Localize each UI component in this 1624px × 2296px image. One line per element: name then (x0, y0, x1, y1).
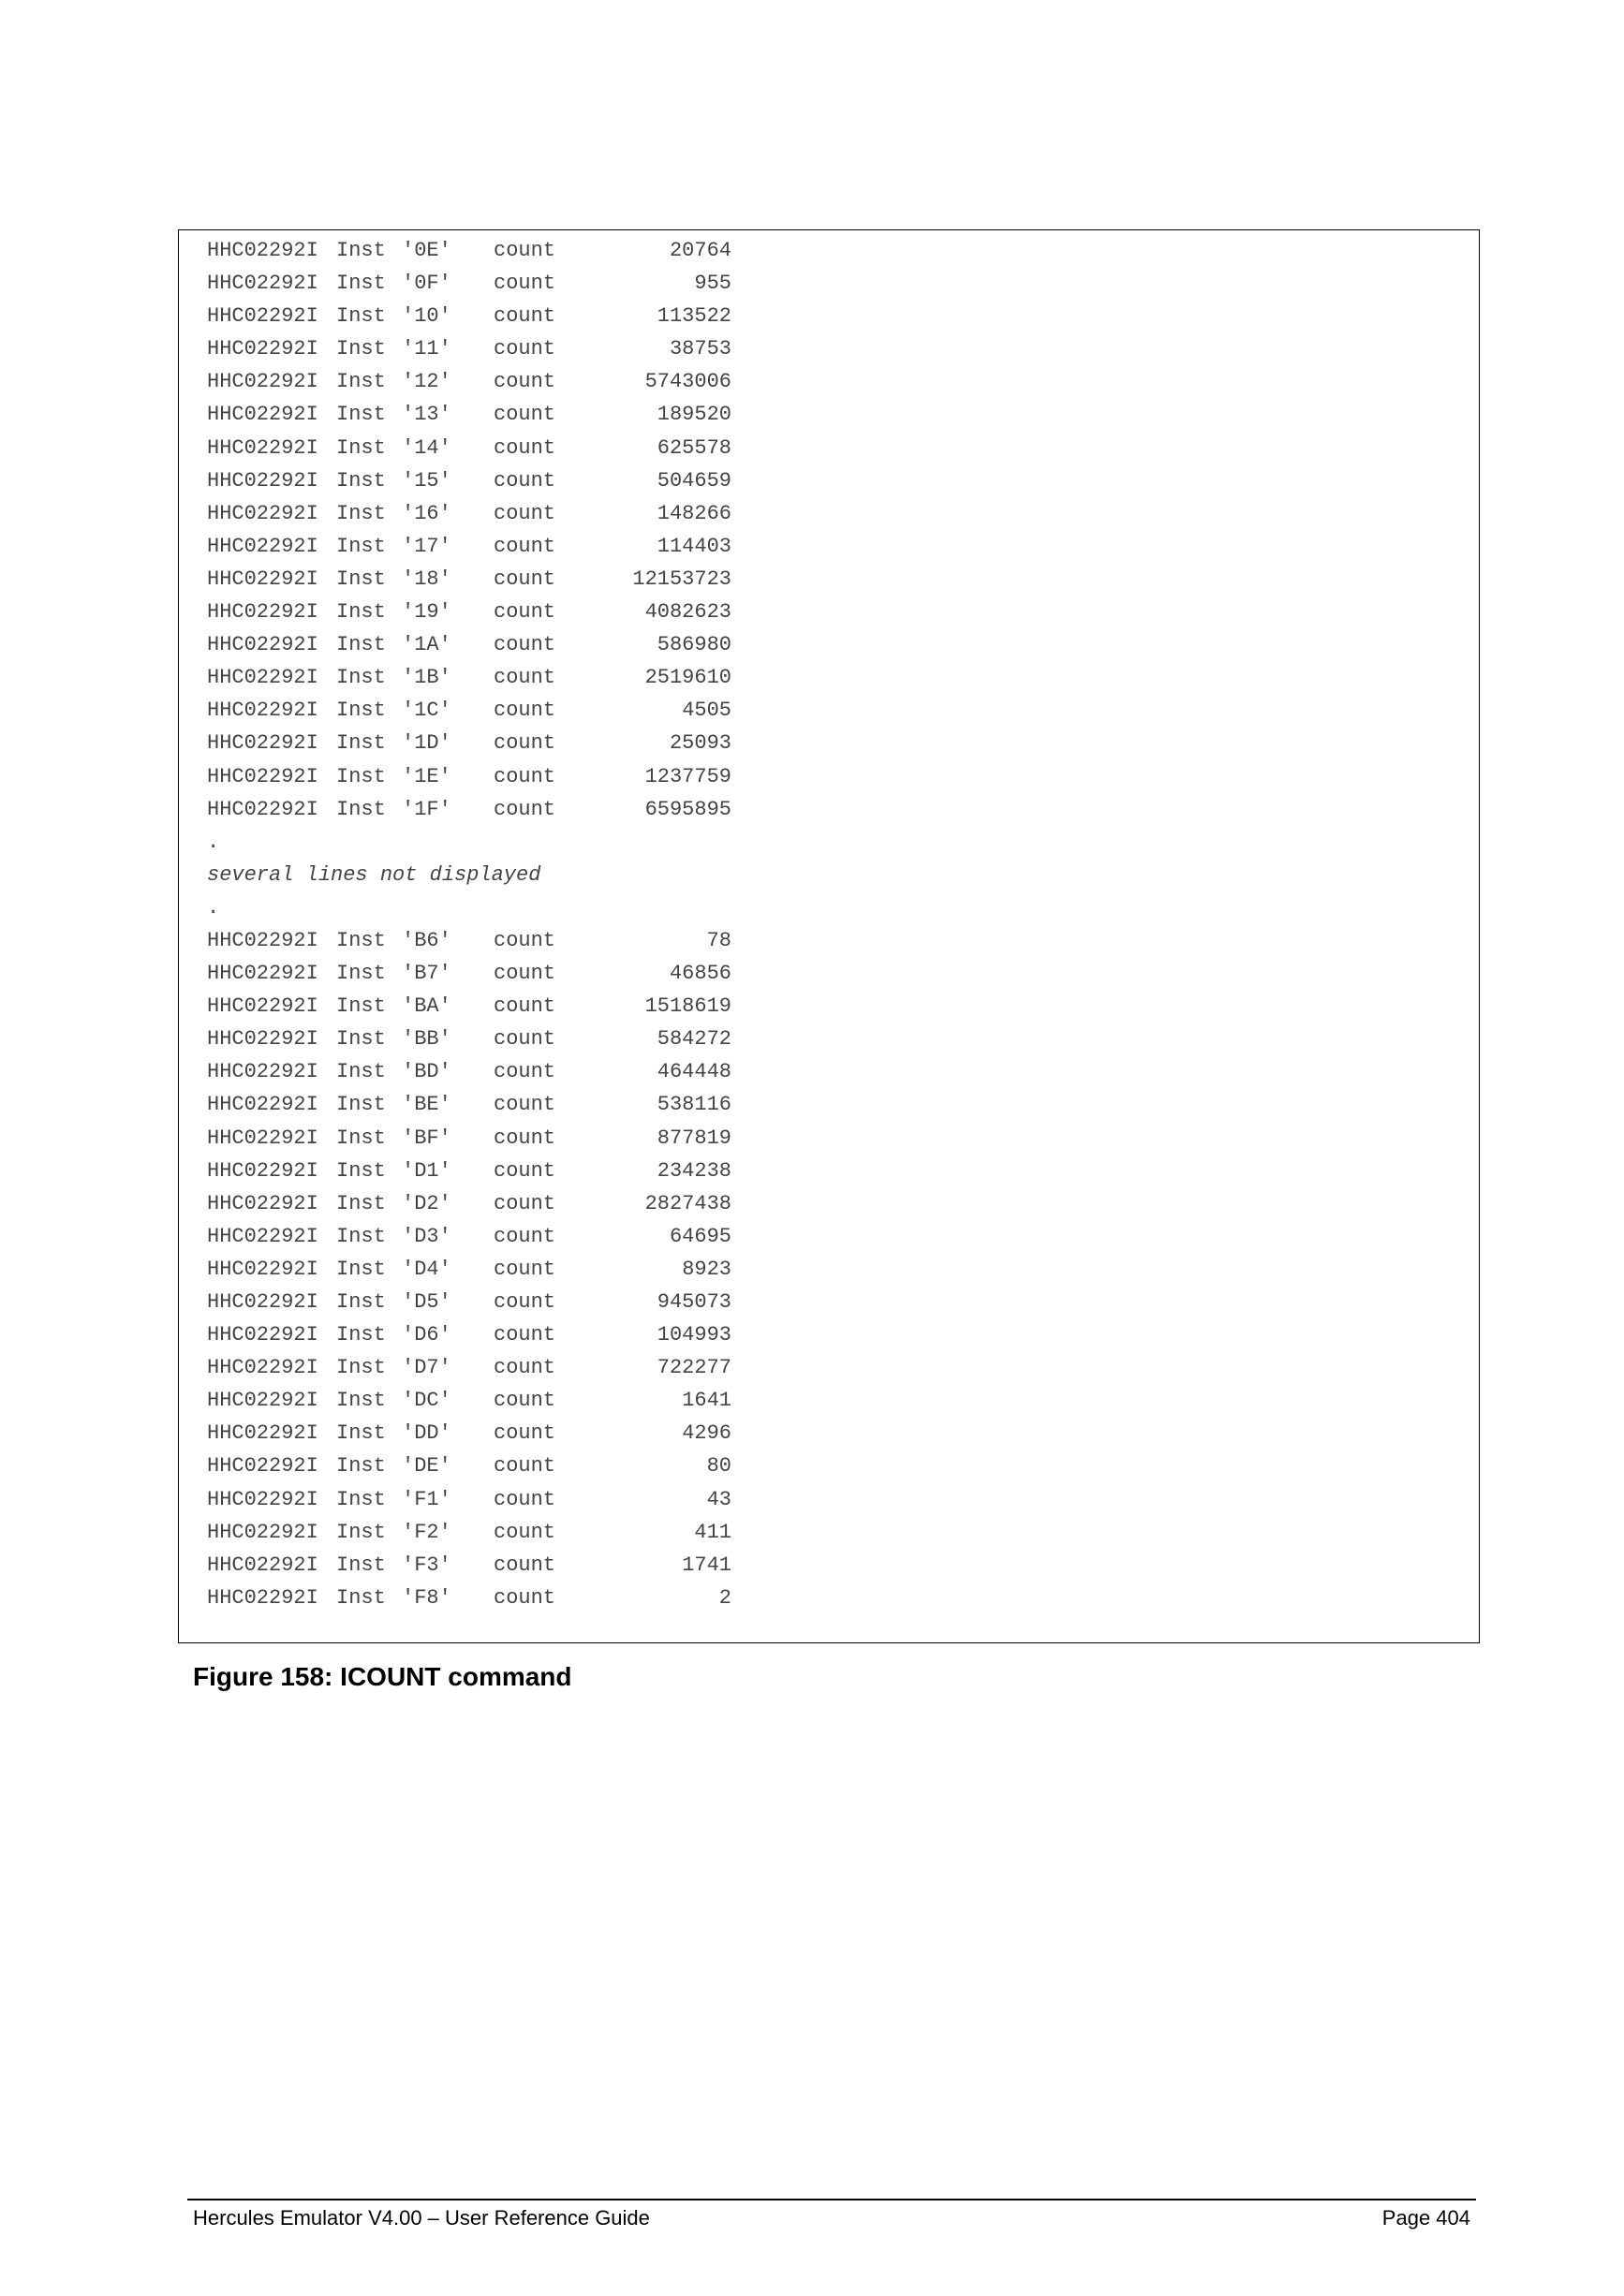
count-value: 1641 (682, 1389, 731, 1413)
count-value: 625578 (657, 435, 731, 460)
count-value: 584272 (657, 1027, 731, 1052)
inst-keyword: Inst (336, 928, 386, 952)
count-value: 234238 (657, 1158, 731, 1183)
count-value: 2 (718, 1585, 731, 1610)
inst-keyword: Inst (336, 1553, 386, 1577)
code-line (207, 234, 731, 267)
opcode: 'BB' (402, 1027, 451, 1052)
count-value: 722277 (657, 1356, 731, 1380)
count-value: 78 (706, 928, 731, 952)
count-label: count (494, 501, 556, 525)
count-value: 1237759 (644, 764, 731, 788)
code-line (207, 596, 731, 628)
count-label: count (494, 435, 556, 460)
message-id: HHC02292I (207, 600, 318, 625)
count-label: count (494, 1027, 556, 1052)
code-line (207, 1483, 731, 1516)
code-text-line (207, 826, 731, 859)
figure-caption: Figure 158: ICOUNT command (193, 1662, 572, 1691)
message-id: HHC02292I (207, 1454, 318, 1479)
count-value: 877819 (657, 1126, 731, 1150)
inst-keyword: Inst (336, 1224, 386, 1248)
message-id: HHC02292I (207, 797, 318, 821)
count-value: 2519610 (644, 666, 731, 690)
code-text-line (207, 891, 731, 924)
opcode: '18' (402, 567, 451, 591)
code-line (207, 1351, 731, 1384)
opcode: 'F8' (402, 1585, 451, 1610)
count-label: count (494, 1158, 556, 1183)
code-line (207, 924, 731, 957)
message-id: HHC02292I (207, 928, 318, 952)
count-value: 25093 (669, 731, 731, 756)
inst-keyword: Inst (336, 1191, 386, 1215)
inst-keyword: Inst (336, 468, 386, 493)
message-id: HHC02292I (207, 666, 318, 690)
count-value: 955 (694, 272, 731, 296)
opcode: '1A' (402, 633, 451, 657)
code-line (207, 760, 731, 793)
count-label: count (494, 337, 556, 361)
code-line (207, 661, 731, 694)
opcode: '14' (402, 435, 451, 460)
message-id: HHC02292I (207, 633, 318, 657)
code-line (207, 1516, 731, 1549)
count-label: count (494, 304, 556, 329)
message-id: HHC02292I (207, 1257, 318, 1281)
opcode: '0E' (402, 239, 451, 262)
message-id: HHC02292I (207, 272, 318, 296)
count-value: 189520 (657, 403, 731, 427)
message-id: HHC02292I (207, 1389, 318, 1413)
inst-keyword: Inst (336, 337, 386, 361)
count-label: count (494, 1585, 556, 1610)
count-value: 464448 (657, 1060, 731, 1084)
opcode: 'F3' (402, 1553, 451, 1577)
count-value: 504659 (657, 468, 731, 493)
inst-keyword: Inst (336, 304, 386, 329)
count-label: count (494, 962, 556, 986)
inst-keyword: Inst (336, 1585, 386, 1610)
opcode: '16' (402, 501, 451, 525)
count-label: count (494, 1323, 556, 1347)
code-line (207, 793, 731, 826)
code-line (207, 1055, 731, 1088)
opcode: 'DC' (402, 1389, 451, 1413)
count-value: 4296 (682, 1421, 731, 1446)
code-line (207, 530, 731, 563)
code-line (207, 957, 731, 990)
inst-keyword: Inst (336, 1389, 386, 1413)
message-id: HHC02292I (207, 1060, 318, 1084)
count-label: count (494, 1191, 556, 1215)
count-label: count (494, 239, 556, 262)
count-label: count (494, 633, 556, 657)
count-value: 6595895 (644, 797, 731, 821)
message-id: HHC02292I (207, 501, 318, 525)
opcode: '11' (402, 337, 451, 361)
message-id: HHC02292I (207, 994, 318, 1019)
count-label: count (494, 600, 556, 625)
opcode: 'D7' (402, 1356, 451, 1380)
code-line (207, 1582, 731, 1614)
count-label: count (494, 1093, 556, 1117)
opcode: 'B6' (402, 928, 451, 952)
inst-keyword: Inst (336, 403, 386, 427)
count-value: 114403 (657, 534, 731, 558)
opcode: 'DD' (402, 1421, 451, 1446)
message-id: HHC02292I (207, 1356, 318, 1380)
code-line (207, 332, 731, 365)
opcode: '19' (402, 600, 451, 625)
opcode: 'BF' (402, 1126, 451, 1150)
count-label: count (494, 1060, 556, 1084)
inst-keyword: Inst (336, 239, 386, 262)
inst-keyword: Inst (336, 1060, 386, 1084)
opcode: 'B7' (402, 962, 451, 986)
message-id: HHC02292I (207, 764, 318, 788)
message-id: HHC02292I (207, 1290, 318, 1314)
count-value: 945073 (657, 1290, 731, 1314)
count-value: 538116 (657, 1093, 731, 1117)
code-line (207, 1122, 731, 1155)
message-id: HHC02292I (207, 1323, 318, 1347)
count-value: 113522 (657, 304, 731, 329)
opcode: 'DE' (402, 1454, 451, 1479)
code-line (207, 727, 731, 759)
count-value: 38753 (669, 337, 731, 361)
message-id: HHC02292I (207, 699, 318, 723)
count-label: count (494, 764, 556, 788)
count-label: count (494, 403, 556, 427)
count-label: count (494, 797, 556, 821)
opcode: '12' (402, 370, 451, 394)
code-line (207, 1417, 731, 1450)
message-id: HHC02292I (207, 1093, 318, 1117)
opcode: '15' (402, 468, 451, 493)
opcode: 'F2' (402, 1520, 451, 1544)
message-id: HHC02292I (207, 468, 318, 493)
count-label: count (494, 1290, 556, 1314)
count-value: 5743006 (644, 370, 731, 394)
count-label: count (494, 567, 556, 591)
message-id: HHC02292I (207, 1126, 318, 1150)
inst-keyword: Inst (336, 1520, 386, 1544)
code-line (207, 1155, 731, 1187)
message-id: HHC02292I (207, 239, 318, 262)
count-label: count (494, 1224, 556, 1248)
inst-keyword: Inst (336, 994, 386, 1019)
code-line (207, 1549, 731, 1582)
count-label: count (494, 1126, 556, 1150)
code-line (207, 694, 731, 727)
count-label: count (494, 468, 556, 493)
opcode: 'BA' (402, 994, 451, 1019)
opcode: 'D6' (402, 1323, 451, 1347)
count-label: count (494, 1389, 556, 1413)
count-value: 148266 (657, 501, 731, 525)
code-text-line (207, 859, 731, 891)
count-label: count (494, 928, 556, 952)
count-value: 43 (706, 1487, 731, 1511)
inst-keyword: Inst (336, 1421, 386, 1446)
message-id: HHC02292I (207, 1027, 318, 1052)
inst-keyword: Inst (336, 1093, 386, 1117)
code-line (207, 1318, 731, 1351)
count-label: count (494, 1454, 556, 1479)
count-value: 8923 (682, 1257, 731, 1281)
inst-keyword: Inst (336, 731, 386, 756)
inst-keyword: Inst (336, 534, 386, 558)
count-value: 104993 (657, 1323, 731, 1347)
code-line (207, 300, 731, 332)
inst-keyword: Inst (336, 699, 386, 723)
message-id: HHC02292I (207, 534, 318, 558)
count-label: count (494, 731, 556, 756)
code-line (207, 1286, 731, 1318)
code-line (207, 990, 731, 1023)
count-label: count (494, 1421, 556, 1446)
opcode: '1B' (402, 666, 451, 690)
omitted-lines-note: several lines not displayed (207, 862, 541, 887)
message-id: HHC02292I (207, 1191, 318, 1215)
ellipsis-dot: . (207, 895, 220, 920)
opcode: 'D2' (402, 1191, 451, 1215)
count-label: count (494, 534, 556, 558)
inst-keyword: Inst (336, 1290, 386, 1314)
count-value: 411 (694, 1520, 731, 1544)
count-label: count (494, 1520, 556, 1544)
count-value: 1741 (682, 1553, 731, 1577)
code-lines (207, 234, 731, 1614)
opcode: '0F' (402, 272, 451, 296)
count-value: 20764 (669, 239, 731, 262)
inst-keyword: Inst (336, 1126, 386, 1150)
opcode: '1E' (402, 764, 451, 788)
code-line (207, 1450, 731, 1482)
count-value: 586980 (657, 633, 731, 657)
message-id: HHC02292I (207, 337, 318, 361)
message-id: HHC02292I (207, 304, 318, 329)
ellipsis-dot: . (207, 830, 220, 854)
message-id: HHC02292I (207, 403, 318, 427)
count-value: 12153723 (632, 567, 731, 591)
opcode: '17' (402, 534, 451, 558)
code-line (207, 628, 731, 661)
message-id: HHC02292I (207, 1520, 318, 1544)
code-line (207, 398, 731, 431)
code-line (207, 497, 731, 530)
opcode: 'BD' (402, 1060, 451, 1084)
count-label: count (494, 370, 556, 394)
inst-keyword: Inst (336, 764, 386, 788)
opcode: '1C' (402, 699, 451, 723)
code-listing-box (178, 229, 1480, 1643)
message-id: HHC02292I (207, 435, 318, 460)
code-line (207, 267, 731, 300)
opcode: 'F1' (402, 1487, 451, 1511)
count-value: 80 (706, 1454, 731, 1479)
code-line (207, 464, 731, 497)
code-line (207, 563, 731, 596)
count-label: count (494, 1487, 556, 1511)
opcode: 'D3' (402, 1224, 451, 1248)
count-label: count (494, 1553, 556, 1577)
opcode: 'D4' (402, 1257, 451, 1281)
message-id: HHC02292I (207, 1553, 318, 1577)
code-line (207, 1253, 731, 1286)
inst-keyword: Inst (336, 272, 386, 296)
code-line (207, 1187, 731, 1220)
message-id: HHC02292I (207, 731, 318, 756)
count-value: 1518619 (644, 994, 731, 1019)
opcode: 'D1' (402, 1158, 451, 1183)
inst-keyword: Inst (336, 962, 386, 986)
count-label: count (494, 994, 556, 1019)
opcode: '10' (402, 304, 451, 329)
code-line (207, 1384, 731, 1417)
inst-keyword: Inst (336, 666, 386, 690)
opcode: 'BE' (402, 1093, 451, 1117)
inst-keyword: Inst (336, 567, 386, 591)
opcode: '1D' (402, 731, 451, 756)
count-label: count (494, 1356, 556, 1380)
count-label: count (494, 666, 556, 690)
count-label: count (494, 1257, 556, 1281)
code-line (207, 1023, 731, 1055)
inst-keyword: Inst (336, 370, 386, 394)
inst-keyword: Inst (336, 1454, 386, 1479)
inst-keyword: Inst (336, 797, 386, 821)
code-line (207, 1088, 731, 1121)
footer-rule (187, 2199, 1476, 2200)
opcode: '1F' (402, 797, 451, 821)
footer-title: Hercules Emulator V4.00 – User Reference Guide (193, 2206, 650, 2230)
message-id: HHC02292I (207, 567, 318, 591)
inst-keyword: Inst (336, 1257, 386, 1281)
message-id: HHC02292I (207, 370, 318, 394)
inst-keyword: Inst (336, 1027, 386, 1052)
count-value: 2827438 (644, 1191, 731, 1215)
count-value: 64695 (669, 1224, 731, 1248)
inst-keyword: Inst (336, 1323, 386, 1347)
code-line (207, 1220, 731, 1253)
inst-keyword: Inst (336, 1356, 386, 1380)
opcode: 'D5' (402, 1290, 451, 1314)
count-label: count (494, 699, 556, 723)
inst-keyword: Inst (336, 435, 386, 460)
code-line (207, 365, 731, 398)
count-label: count (494, 272, 556, 296)
message-id: HHC02292I (207, 1487, 318, 1511)
code-line (207, 432, 731, 464)
opcode: '13' (402, 403, 451, 427)
message-id: HHC02292I (207, 1585, 318, 1610)
message-id: HHC02292I (207, 1224, 318, 1248)
inst-keyword: Inst (336, 633, 386, 657)
inst-keyword: Inst (336, 501, 386, 525)
count-value: 4082623 (644, 600, 731, 625)
count-value: 4505 (682, 699, 731, 723)
inst-keyword: Inst (336, 600, 386, 625)
count-value: 46856 (669, 962, 731, 986)
footer-page-number: Page 404 (1381, 2206, 1470, 2230)
inst-keyword: Inst (336, 1158, 386, 1183)
message-id: HHC02292I (207, 1421, 318, 1446)
inst-keyword: Inst (336, 1487, 386, 1511)
message-id: HHC02292I (207, 1158, 318, 1183)
message-id: HHC02292I (207, 962, 318, 986)
